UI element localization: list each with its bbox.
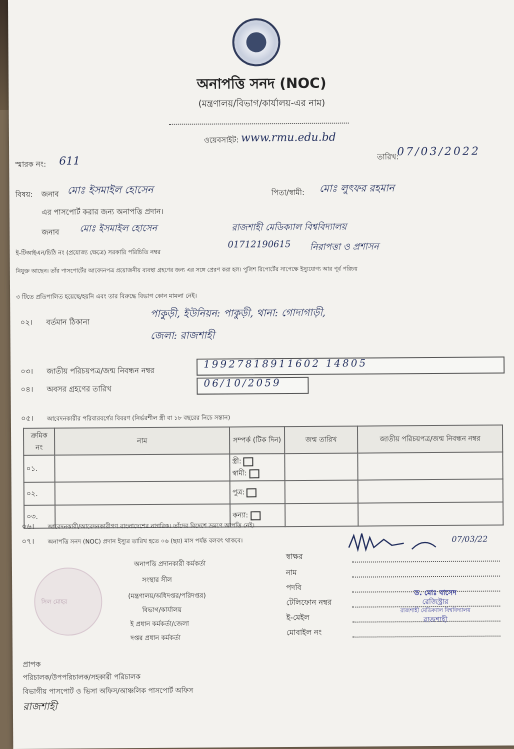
subject-label: বিষয়: (15, 189, 33, 199)
government-seal-icon (232, 18, 280, 66)
checkbox[interactable] (249, 469, 259, 478)
sign-right-label: মোবাইল নং (286, 627, 322, 638)
stamp-text: সিল মোহর (41, 598, 68, 606)
sign-left-label: বিভাগ/কার্যালয় (142, 605, 182, 615)
nid-box (197, 357, 505, 376)
note-06-text: আবেদনকারী/আবেদনকারীগণ বাংলাদেশের নাগরিক। তাঁদের বিদেশে ভ্রমণে আপত্তি নেই। (47, 522, 255, 531)
row-serial: ০২. (24, 482, 55, 505)
signature-date: 07/03/22 (451, 534, 488, 544)
sign-right-label: স্বাক্ষর (285, 551, 303, 562)
body-line1-name: মোঃ ইসমাইল হোসেন (79, 223, 157, 235)
relation-label: স্ত্রী: (232, 457, 242, 466)
row-serial: ০৩. (24, 505, 55, 528)
field-03-value: 19927818911602 14805 (203, 358, 368, 371)
website-label: ওয়েবসাইট: (203, 135, 239, 145)
applicant-name: মোঃ ইসমাইল হোসেন (67, 184, 154, 197)
note-07-text: অনাপত্তি সনদ (NOC) প্রদান ইস্যুর তারিখ হতে ০৬ (ছয়) মাস পর্যন্ত বলবৎ থাকবে। (47, 537, 243, 546)
divider (169, 123, 349, 125)
date-value: 07/03/2022 (397, 144, 481, 159)
subject-text3: এর পাসপোর্ট করার জন্য অনাপত্তি প্রদান। (41, 206, 164, 217)
subject-text1: জনাব (41, 189, 59, 199)
checkbox[interactable] (243, 457, 253, 466)
memo-label: স্মারক নং: (15, 159, 47, 169)
row-serial: ০১. (24, 455, 55, 482)
sign-left-label: সংস্থার সীল (142, 575, 173, 585)
field-04-no: ০৪। (20, 384, 34, 394)
sign-right-label: ই-মেইল (286, 612, 310, 623)
stamp-line: রাজশাহী (423, 615, 448, 625)
table-row (24, 479, 503, 505)
relation-label: কন্যা: (232, 511, 249, 520)
col-nid: জাতীয় পরিচয়পত্র/জন্ম নিবন্ধন নম্বর (357, 425, 502, 453)
sign-right-label: পদবি (286, 582, 302, 593)
table-row (24, 452, 503, 482)
field-02-value: পাকুড়ী, ইউনিয়ন: পাকুড়ী, থানা: গোদাগাড়ী, (150, 307, 326, 321)
col-dob: জন্ম তারিখ (284, 426, 357, 454)
footer-line2: বিভাগীয় পাসপোর্ট ও ভিসা অফিস/আঞ্চলিক পাসপোর্ট অফিস (22, 686, 194, 696)
family-table (23, 425, 504, 529)
note-07-no: ০৭। (21, 536, 35, 546)
col-serial: ক্রমিক নং (23, 428, 54, 455)
body-line4: ৩ টিতে প্রতিপালিত হয়েছে/হয়নি এবং তার বিরুদ্ধে বিভাগ কোন মামলা নেই। (16, 292, 197, 301)
footer-line3: রাজশাহী (22, 701, 58, 713)
col-relation: সম্পর্ক (টিক দিন) (229, 427, 284, 454)
sign-left-label: ই প্রধান কর্মকর্তা/জেলা (130, 619, 190, 629)
sign-right-label: নাম (285, 567, 297, 578)
retirement-date-box (197, 377, 309, 395)
sign-left-label: (মন্ত্রণালয়/অধিদপ্তর/পরিদপ্তর) (128, 591, 206, 601)
stamp-line: রাজশাহী মেডিক্যাল বিশ্ববিদ্যালয় (400, 607, 471, 615)
stamp-line: রেজিস্ট্রার (422, 597, 449, 607)
family-table-header (23, 425, 502, 455)
body-line1-org: রাজশাহী মেডিক্যাল বিশ্ববিদ্যালয় (231, 222, 347, 234)
field-02-label: বর্তমান ঠিকানা (46, 317, 90, 327)
noc-document (8, 0, 514, 749)
sign-left-label: অনাপত্তি প্রদানকারী কর্মকর্তা (133, 559, 206, 569)
footer-to: প্রাপক (22, 659, 41, 669)
subject-text2: পিতা/স্বামী: (271, 187, 305, 198)
body-line3: নিযুক্ত আছেন। তাঁর পাসপোর্টের আবেদনপত্র প্রয়োজনীয় ব্যবস্থা গ্রহণের জন্য এর সঙ্গে প্রেরণ করা হল। পুলিশ রিপোর্টের সাপেক্ষে ইস্যুযোগ্য আর পূর্ব পরিচয় (15, 266, 358, 275)
body-line2-prefix: ই-টিআইএন/চিঠি নং (প্রযোজ্য ক্ষেত্রে) সরকারি পরিচিতি নম্বর (15, 248, 161, 257)
document-title: অনাপত্তি সনদ (NOC) (196, 75, 327, 93)
date-label: তারিখ: (377, 152, 399, 162)
sign-right-label: টেলিফোন নম্বর (286, 597, 332, 608)
footer-line1: পরিচালক/উপপরিচালক/সহকারী পরিচালক (22, 673, 141, 682)
note-06-no: ০৬। (21, 521, 35, 531)
body-line1-prefix: জনাব (41, 227, 60, 237)
registrar-stamp (400, 589, 470, 625)
field-03-label: জাতীয় পরিচয়পত্র/জন্ম নিবন্ধন নম্বর (46, 365, 155, 376)
relation-label: পুত্র: (232, 488, 245, 497)
sign-left-label: দপ্তর প্রধান কর্মকর্তা (130, 633, 181, 643)
checkbox[interactable] (250, 511, 260, 520)
family-heading: আবেদনকারীর পরিবারবর্গের বিবরণ (নির্ভরশীল স্ত্রী বা ১৮ বছরের নিচে সন্তান) (46, 414, 231, 423)
father-name: মোঃ লুৎফর রহমান (319, 183, 395, 195)
memo-number: 611 (59, 154, 81, 168)
checkbox[interactable] (247, 488, 257, 497)
office-seal-stamp (34, 567, 102, 635)
field-03-no: ০৩। (20, 366, 34, 376)
body-line2-role: নিরাপত্তা ও প্রশাসন (309, 242, 379, 253)
body-line2-value: 01712190615 (227, 240, 291, 251)
stamp-line: ড. মোঃ বাসেদ (414, 588, 457, 598)
family-no: ০৫। (20, 413, 34, 423)
field-04-label: অবসর গ্রহণের তারিখ (46, 384, 112, 394)
website-value: www.rmu.edu.bd (240, 130, 336, 145)
field-02-value2: জেলা: রাজশাহী (150, 330, 215, 343)
field-04-value: 06/10/2059 (203, 378, 282, 390)
document-subtitle: (মন্ত্রণালয়/বিভাগ/কার্যালয়-এর নাম) (198, 98, 326, 110)
field-02-no: ০২। (20, 317, 33, 327)
relation-label: স্বামী: (232, 469, 247, 478)
col-name: নাম (54, 427, 229, 455)
